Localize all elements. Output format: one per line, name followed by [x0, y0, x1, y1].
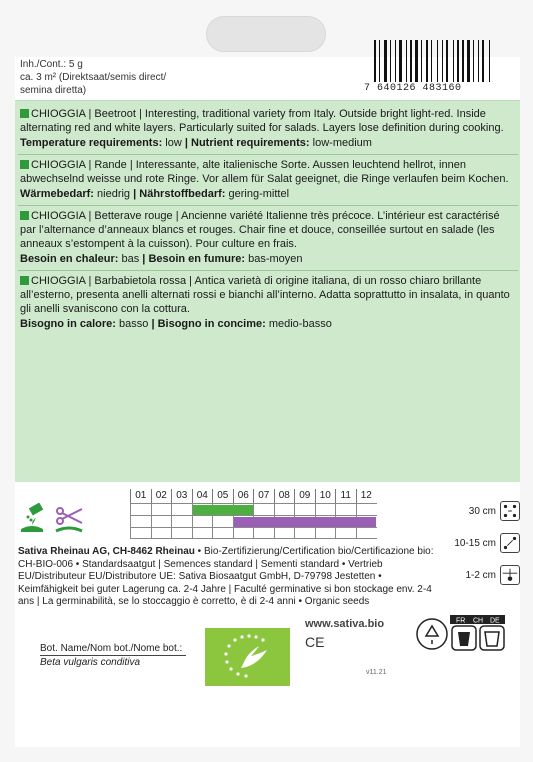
barcode-bar	[442, 40, 443, 82]
nutrient-value: medio-basso	[268, 318, 332, 330]
description-text: CHIOGGIA | Beetroot | Interesting, traditional variety from Italy. Outside bright light-red. Inside alternating red and white layers. Particularly suited for salads. Layers lose definition during cooking.	[20, 108, 504, 134]
hang-hole	[206, 16, 326, 52]
nutrient-label: Nutrient requirements:	[191, 137, 310, 149]
barcode-bar	[478, 40, 479, 82]
barcode-bar	[482, 40, 484, 82]
calendar-cell	[130, 504, 151, 515]
description-text: CHIOGGIA | Betterave rouge | Ancienne variété Italienne très précoce. L’intérieur est caractérisé par l’alternance d’anneaux blancs et rouges. Chair fine et douce, conseillée surtout en salade (les anneaux s’estompent à la cuisson). Pour culture en frais.	[20, 210, 500, 250]
barcode-bar	[421, 40, 422, 82]
nutrient-value: low-medium	[312, 137, 372, 149]
calendar-cell	[356, 528, 377, 538]
flag-fr: FR	[456, 617, 466, 625]
calendar-month-label: 07	[253, 489, 274, 503]
calendar-cell	[212, 516, 233, 527]
calendar-cell	[151, 516, 172, 527]
version-label: v11.21	[366, 669, 387, 676]
plant-spacing	[440, 527, 520, 559]
calendar-harvest-row	[130, 515, 377, 527]
calendar-cell	[356, 504, 377, 515]
requirements: Besoin en chaleur: bas | Besoin en fumure: bas-moyen	[20, 253, 303, 265]
barcode-bar	[423, 40, 425, 82]
sowing-period-bar	[193, 505, 254, 515]
harvest-period-bar	[234, 517, 377, 527]
calendar-cell	[294, 504, 315, 515]
barcode-bar	[437, 40, 438, 82]
calendar-cell	[171, 504, 192, 515]
temperature-value: low	[165, 137, 182, 149]
barcode-bar	[446, 40, 448, 82]
requirements: Temperature requirements: low | Nutrient requirements: low-medium	[20, 137, 372, 149]
calendar-cell	[192, 528, 213, 538]
harvest-icon	[52, 503, 86, 533]
calendar-months	[130, 489, 377, 503]
requirements: Wärmebedarf: niedrig | Nährstoffbedarf: gering-mittel	[20, 188, 290, 200]
temperature-value: basso	[119, 318, 149, 330]
ce-mark: CE	[305, 634, 325, 650]
temperature-label: Bisogno in calore:	[20, 318, 116, 330]
nutrient-label: Bisogno in concime:	[157, 318, 266, 330]
barcode-bar	[395, 40, 396, 82]
barcode-bar	[403, 40, 405, 82]
calendar-cell	[274, 528, 295, 538]
flag-ch: CH	[473, 617, 484, 625]
calendar-cell	[192, 516, 213, 527]
barcode-bar	[471, 40, 472, 82]
sowing-depth-icon	[500, 565, 520, 585]
barcode-bar	[431, 40, 432, 82]
barcode-bar	[433, 40, 436, 82]
calendar-cell	[130, 528, 151, 538]
calendar-month-label: 03	[171, 489, 192, 503]
calendar-cell	[171, 516, 192, 527]
plant-spacing-icon	[500, 533, 520, 553]
company-details: • Bio-Zertifizierung/Certification bio/Certificazione bio: CH-BIO-006 • Standardsaatgut | Semences standard | Sementi standard • Vertrieb EU/Distributeur EU/Distributore UE: Sativa Biosaatgut GmbH, D-79798 Jestetten • Keimfähigkeit bei guter Lagerung ca. 2-4 Jahre | Faculté germinative si bon stockage env. 2-4 ans | La germinabilità, se lo stoccaggio è corretto, è di 2-4 anni • Organic seeds	[18, 546, 434, 607]
spacing-info	[440, 495, 520, 591]
barcode-bar	[419, 40, 420, 82]
contents-line-3: semina diretta)	[20, 85, 87, 96]
temperature-label: Besoin en chaleur:	[20, 253, 119, 265]
calendar-cell	[274, 504, 295, 515]
sowing-depth-value: 1-2 cm	[465, 569, 496, 581]
calendar-cell	[335, 504, 356, 515]
description-fr	[18, 206, 518, 271]
contents-line-2: ca. 3 m² (Direktsaat/semis direct/	[20, 72, 167, 83]
calendar-month-label: 09	[294, 489, 315, 503]
temperature-label: Temperature requirements:	[20, 137, 163, 149]
bullet-square-icon	[20, 276, 29, 285]
barcode-bar	[485, 40, 488, 82]
description-text: CHIOGGIA | Rande | Interessante, alte italienische Sorte. Aussen leuchtend hellrot, innen abwechselnd weisse und rote Ringe. Vor allem für Salat geeignet, die Ringe verlaufen beim Kochen.	[20, 159, 509, 185]
company-info	[18, 546, 436, 609]
barcode-bar	[408, 40, 409, 82]
barcode	[362, 40, 512, 96]
contents-info	[20, 58, 166, 97]
barcode-bar	[462, 40, 464, 82]
calendar-month-label: 05	[212, 489, 233, 503]
plant-spacing-value: 10-15 cm	[454, 537, 496, 549]
barcode-bar	[399, 40, 402, 82]
bullet-square-icon	[20, 109, 29, 118]
contents-line-1: Inh./Cont.: 5 g	[20, 59, 83, 70]
botanical-name-label: Bot. Name/Nom bot./Nome bot.:	[40, 642, 186, 656]
calendar-cell	[212, 528, 233, 538]
botanical-name	[40, 642, 186, 669]
barcode-bar	[457, 40, 459, 82]
bullet-square-icon	[20, 160, 29, 169]
calendar-cell	[171, 528, 192, 538]
barcode-bar	[388, 40, 389, 82]
barcode-bar	[426, 40, 428, 82]
barcode-number: 7 640126 483160	[364, 83, 462, 94]
website: www.sativa.bio	[305, 618, 385, 630]
barcode-bar	[374, 40, 376, 82]
barcode-bar	[410, 40, 412, 82]
row-spacing-icon	[500, 501, 520, 521]
calendar-month-label: 01	[130, 489, 151, 503]
barcode-bars	[362, 40, 512, 82]
description-en	[18, 104, 518, 155]
barcode-bar	[449, 40, 452, 82]
sowing-depth	[440, 559, 520, 591]
calendar-month-label: 06	[233, 489, 254, 503]
nutrient-label: Nährstoffbedarf:	[139, 188, 226, 200]
bullet-square-icon	[20, 211, 29, 220]
description-text: CHIOGGIA | Barbabietola rossa | Antica varietà di origine italiana, di un rosso chiaro brillante all’esterno, presenta anelli alternati rossi e bianchi all’interno. Adatta soprattutto in insalata, in quanto gli anelli svaniscono con la cottura.	[20, 275, 510, 315]
calendar-month-label: 04	[192, 489, 213, 503]
barcode-bar	[460, 40, 461, 82]
barcode-bar	[439, 40, 441, 82]
calendar-month-label: 11	[335, 489, 356, 503]
barcode-bar	[384, 40, 387, 82]
sowing-harvest-calendar	[130, 489, 377, 539]
calendar-cell	[335, 528, 356, 538]
barcode-bar	[413, 40, 414, 82]
barcode-bar	[453, 40, 454, 82]
calendar-cell	[253, 504, 274, 515]
calendar-month-label: 02	[151, 489, 172, 503]
barcode-bar	[465, 40, 466, 82]
barcode-bar	[390, 40, 391, 82]
barcode-bar	[392, 40, 394, 82]
calendar-cell	[130, 516, 151, 527]
calendar-month-label: 08	[274, 489, 295, 503]
calendar-cell	[315, 504, 336, 515]
flag-de: DE	[490, 617, 500, 625]
nutrient-label: Besoin en fumure:	[148, 253, 246, 265]
temperature-value: bas	[121, 253, 140, 265]
eu-organic-logo	[205, 628, 290, 686]
nutrient-value: gering-mittel	[228, 188, 290, 200]
calendar-month-label: 12	[356, 489, 377, 503]
barcode-bar	[467, 40, 470, 82]
barcode-bar	[429, 40, 430, 82]
recycle-icon	[412, 612, 522, 652]
barcode-bar	[406, 40, 407, 82]
row-spacing-value: 30 cm	[468, 505, 496, 517]
temperature-label: Wärmebedarf:	[20, 188, 94, 200]
barcode-bar	[444, 40, 445, 82]
barcode-bar	[397, 40, 398, 82]
barcode-bar	[455, 40, 456, 82]
barcode-bar	[381, 40, 383, 82]
description-it	[18, 271, 518, 335]
barcode-bar	[480, 40, 481, 82]
calendar-empty-row	[130, 527, 377, 539]
barcode-bar	[475, 40, 477, 82]
sowing-icon	[18, 503, 46, 533]
calendar-cell	[151, 504, 172, 515]
barcode-bar	[489, 40, 490, 82]
calendar-cell	[315, 528, 336, 538]
barcode-bar	[473, 40, 474, 82]
botanical-name-value: Beta vulgaris conditiva	[40, 657, 141, 668]
barcode-bar	[415, 40, 418, 82]
variety-descriptions	[18, 104, 518, 335]
barcode-bar	[377, 40, 378, 82]
calendar-cell	[253, 528, 274, 538]
calendar-cell	[151, 528, 172, 538]
temperature-value: niedrig	[97, 188, 131, 200]
calendar-cell	[233, 528, 254, 538]
barcode-bar	[379, 40, 380, 82]
row-spacing	[440, 495, 520, 527]
calendar-month-label: 10	[315, 489, 336, 503]
calendar-cell	[294, 528, 315, 538]
company-name: Sativa Rheinau AG, CH-8462 Rheinau	[18, 546, 195, 557]
nutrient-value: bas-moyen	[248, 253, 303, 265]
calendar-sowing-row	[130, 503, 377, 515]
description-de	[18, 155, 518, 206]
requirements: Bisogno in calore: basso | Bisogno in concime: medio-basso	[20, 318, 332, 330]
